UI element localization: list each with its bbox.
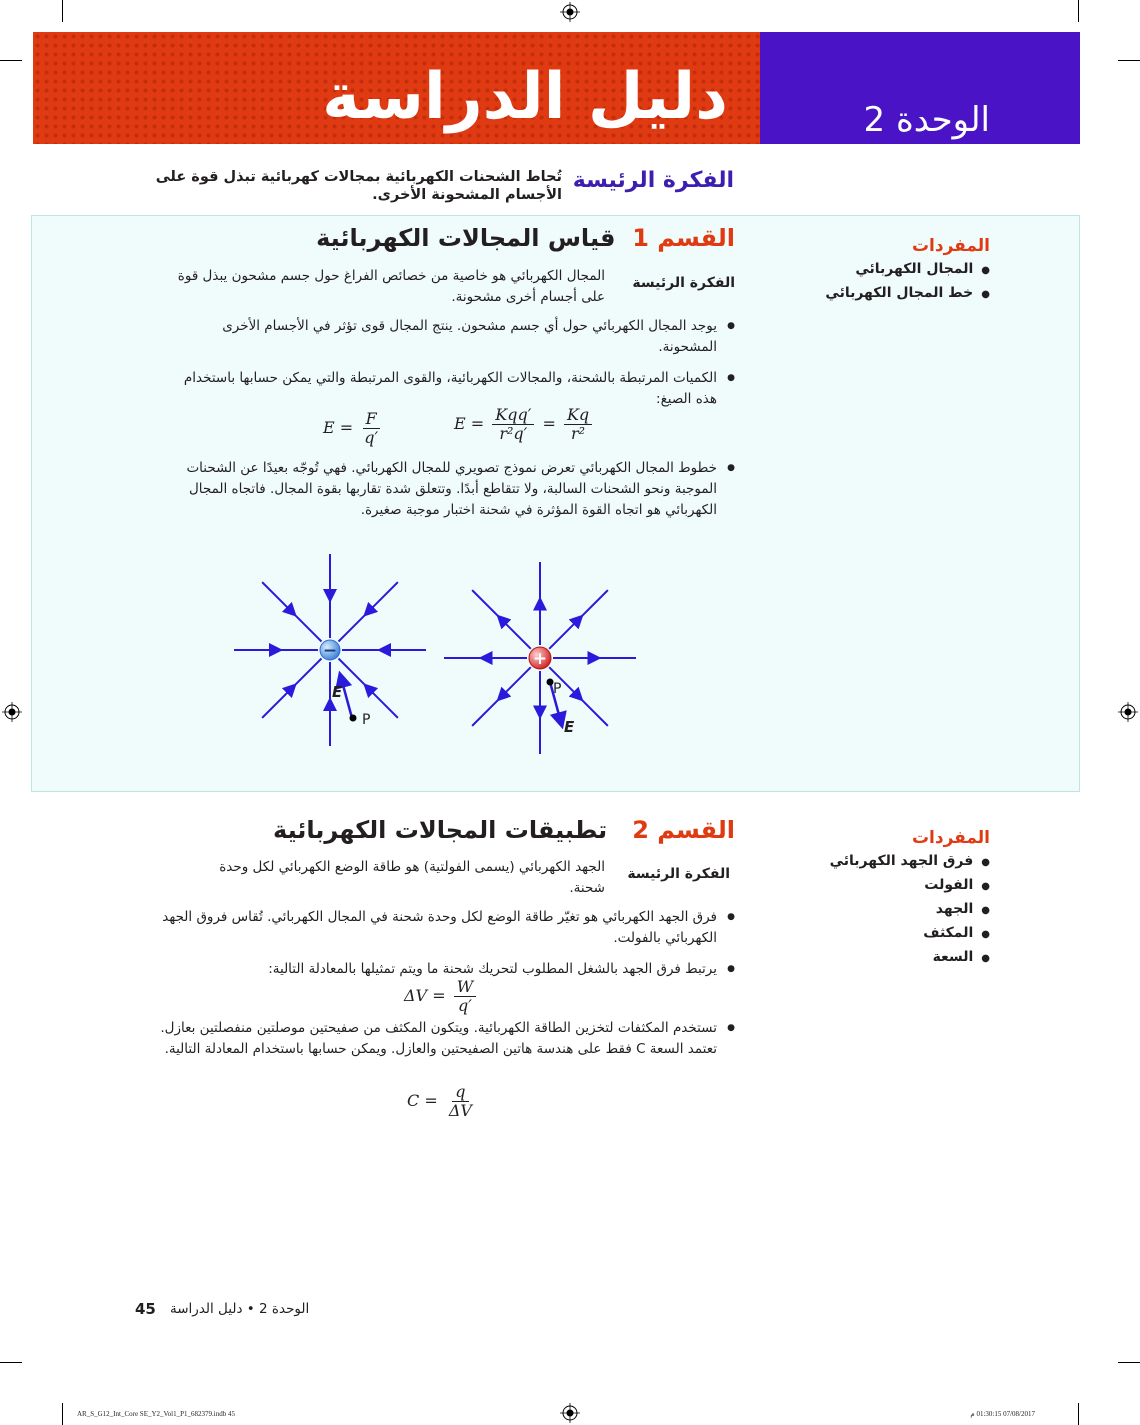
section2-heading <box>273 816 735 844</box>
registration-mark-icon <box>2 702 22 722</box>
crop-mark <box>1118 1362 1140 1363</box>
section1-number: القسم 1 <box>632 224 735 252</box>
bullet-item: ● تستخدم المكثفات لتخزين الطاقة الكهربائية. ويتكون المكثف من صفيحتين موصلتين منفصلتين بعازل. تعتمد السعة C فقط على هندسة هاتين الصفيحتين والعازل. ويمكن حسابها باستخدام المعادلة التالية. <box>150 1018 735 1060</box>
field-line-neg <box>262 658 321 717</box>
section2-number: القسم 2 <box>632 816 735 844</box>
crop-mark <box>62 0 63 22</box>
equation-delta-v: ΔV = $\frac{W}{q'}$ <box>404 978 479 1015</box>
field-line-neg <box>338 582 397 641</box>
crop-mark <box>1078 0 1079 22</box>
bullet-item: ● يوجد المجال الكهربائي حول أي جسم مشحون. ينتج المجال قوى تؤثر في الأجسام الأخرى المشحونة. <box>160 316 735 358</box>
section1-bullets-cont <box>160 458 735 531</box>
section2-title: تطبيقات المجالات الكهربائية <box>273 816 608 844</box>
equation-capacitance: C = $\frac{q}{\Delta V}$ <box>407 1082 472 1120</box>
vocab-item: ● خط المجال الكهربائي <box>825 282 990 306</box>
vocab-item: ● المكثف <box>830 922 990 946</box>
crop-mark <box>1118 60 1140 61</box>
page-number: 45 <box>135 1300 156 1318</box>
field-line-neg <box>338 658 397 717</box>
negative-charge-sign: − <box>322 641 338 661</box>
crop-mark <box>0 1362 22 1363</box>
bullet-item: ● الكميات المرتبطة بالشحنة، والمجالات الكهربائية، والقوى المرتبطة والتي يمكن حسابها باستخدام هذه الصيغ: <box>160 368 735 410</box>
section2-vocab-heading: المفردات <box>911 828 990 848</box>
bullet-item: ● فرق الجهد الكهربائي هو تغيّر طاقة الوضع لكل وحدة شحنة في المجال الكهربائي. تُقاس فروق الجهد الكهربائي بالفولت. <box>150 907 735 949</box>
equation-e-fq: E = $\frac{F}{q'}$ <box>323 409 379 447</box>
section1-vocab-heading: المفردات <box>911 236 990 256</box>
unit-label: الوحدة 2 <box>863 100 990 140</box>
lesson-title: دليل الدراسة <box>322 60 728 134</box>
vocab-item: ● الفولت <box>830 874 990 898</box>
registration-mark-icon <box>560 2 580 22</box>
section1-bullets <box>160 316 735 420</box>
label-e-pos: E <box>564 718 575 736</box>
field-line-pos <box>472 667 531 726</box>
section1-idea-tag: الفكرة الرئيسة <box>632 275 735 291</box>
section2-idea-tag: الفكرة الرئيسة <box>627 866 730 882</box>
test-point-neg <box>350 715 357 722</box>
bullet-item: ● خطوط المجال الكهربائي تعرض نموذج تصويري للمجال الكهربائي. فهي تُوجّه بعيدًا عن الشحنات الموجبة ونحو الشحنات السالبة، ولا تتقاطع أبدًا. وتتعلق شدة تقاربها بقوة المجال. فاتجاه المجال الكهربائي هو اتجاه القوة المؤثرة في شحنة اختبار موجبة صغيرة. <box>160 458 735 521</box>
big-idea-text: تُحاط الشحنات الكهربائية بمجالات كهربائية تبذل قوة على الأجسام المشحونة الأخرى. <box>155 169 562 203</box>
field-line-pos <box>549 590 608 649</box>
label-p-neg: P <box>362 712 371 728</box>
crop-mark <box>1078 1403 1079 1425</box>
field-line-pos <box>472 590 531 649</box>
crop-mark <box>0 60 22 61</box>
registration-mark-icon <box>560 1403 580 1423</box>
vocab-item: ● المجال الكهربائي <box>825 258 990 282</box>
equation-e-coulomb: E = $\frac{\text{Kqq′}}{\text{r²q′}}$ = $\frac{Kq}{\text{r²}}$ <box>454 406 595 443</box>
print-slug: AR_S_G12_Int_Core SE_Y2_Vol1_P1_682379.indb 45 <box>77 1410 235 1418</box>
print-timestamp: 07/08/2017 01:30:15 م <box>970 1410 1035 1418</box>
section1-idea-text: المجال الكهربائي هو خاصية من خصائص الفراغ حول جسم مشحون يبذل قوة على أجسام أخرى مشحونة. <box>177 268 605 305</box>
section1-vocab-list <box>825 258 990 306</box>
positive-charge-sign: + <box>532 649 548 669</box>
section2-vocab-list <box>830 850 990 970</box>
vocab-item: ● الجهد <box>830 898 990 922</box>
field-lines-diagram <box>220 550 650 765</box>
section1-title: قياس المجالات الكهربائية <box>316 224 616 252</box>
vocab-item: ● فرق الجهد الكهربائي <box>830 850 990 874</box>
field-line-neg <box>262 582 321 641</box>
bullet-item: ● يرتبط فرق الجهد بالشغل المطلوب لتحريك شحنة ما ويتم تمثيلها بالمعادلة التالية: <box>150 959 735 980</box>
registration-mark-icon <box>1118 702 1138 722</box>
section2-idea-text: الجهد الكهربائي (يسمى الفولتية) هو طاقة الوضع الكهربائي لكل وحدة شحنة. <box>219 859 605 896</box>
crop-mark <box>62 1403 63 1425</box>
section2-bullets-cont <box>150 1018 735 1070</box>
label-p-pos: P <box>553 681 562 697</box>
label-e-neg: E <box>332 683 343 701</box>
big-idea-label: الفكرة الرئيسة <box>572 168 734 193</box>
vocab-item: ● السعة <box>830 946 990 970</box>
section1-heading <box>316 224 735 252</box>
running-footer: الوحدة 2 • دليل الدراسة <box>170 1301 310 1317</box>
